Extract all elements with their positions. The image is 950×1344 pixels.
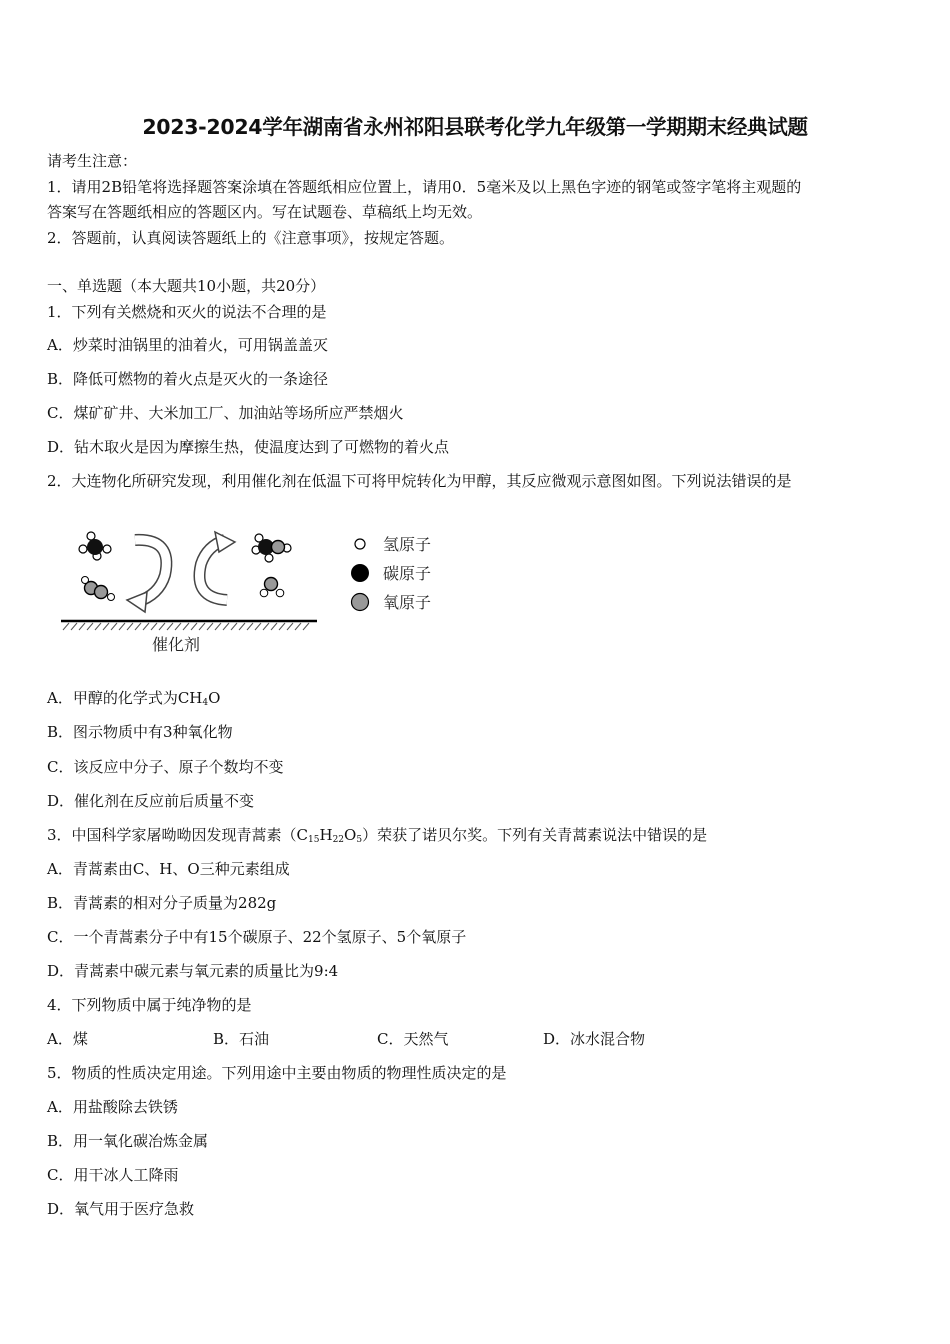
q2-option-a-prefix: A．甲醇的化学式为CH (47, 689, 203, 707)
q2-stem: 2．大连物化所研究发现，利用催化剂在低温下可将甲烷转化为甲醇，其反应微观示意图如图。下列说法错误的是 (47, 472, 792, 490)
notice-item-1-line-2: 答案写在答题纸相应的答题区内。写在试题卷、草稿纸上均无效。 (47, 203, 483, 221)
q4-option-d: D．冰水混合物 (543, 1030, 646, 1048)
q2-option-a-suffix: O (208, 689, 221, 707)
oxygen-atom-icon (352, 594, 369, 611)
q3-option-b: B．青蒿素的相对分子质量为282g (47, 894, 277, 912)
q4-option-a: A．煤 (47, 1030, 88, 1048)
q3-option-c: C．一个青蒿素分子中有15个碳原子、22个氢原子、5个氧原子 (47, 928, 467, 946)
section-heading: 一、单选题（本大题共10小题，共20分） (47, 277, 326, 295)
q3-option-a: A．青蒿素由C、H、O三种元素组成 (47, 860, 290, 878)
q5-option-c: C．用干冰人工降雨 (47, 1166, 179, 1184)
legend-hydrogen: 氢原子 (383, 535, 432, 554)
legend-oxygen: 氧原子 (383, 593, 432, 612)
q3-stem (47, 825, 707, 850)
curved-arrow-icon (199, 532, 235, 600)
hydrogen-atom-icon (355, 539, 365, 549)
q1-stem: 1．下列有关燃烧和灭火的说法不合理的是 (47, 303, 327, 321)
notice-item-1-line-1: 1．请用2B铅笔将选择题答案涂填在答题纸相应位置上，请用0．5毫米及以上黑色字迹的钢笔或签字笔将主观题的 (47, 178, 802, 196)
q1-option-b: B．降低可燃物的着火点是灭火的一条途径 (47, 370, 329, 388)
q4-stem: 4．下列物质中属于纯净物的是 (47, 996, 252, 1014)
q1-option-a: A．炒菜时油锅里的油着火，可用锅盖盖灭 (47, 336, 328, 354)
q5-option-d: D．氧气用于医疗急救 (47, 1200, 195, 1218)
q5-option-a: A．用盐酸除去铁锈 (47, 1098, 178, 1116)
page-title: 2023-2024学年湖南省永州祁阳县联考化学九年级第一学期期末经典试题 (142, 115, 808, 139)
curved-arrow-icon (127, 540, 166, 612)
methane-molecule (79, 532, 111, 560)
methanol-molecule (252, 534, 291, 562)
q2-option-a (47, 688, 220, 713)
reaction-diagram (55, 520, 475, 665)
legend-carbon: 碳原子 (383, 564, 432, 583)
q5-option-b: B．用一氧化碳冶炼金属 (47, 1132, 209, 1150)
q2-option-d: D．催化剂在反应前后质量不变 (47, 792, 255, 810)
q3-mid-2: O (344, 826, 357, 844)
q3-sub-3: 5 (356, 835, 363, 845)
q4-option-c: C．天然气 (377, 1030, 449, 1048)
q4-option-b: B．石油 (213, 1030, 270, 1048)
q3-option-d: D．青蒿素中碳元素与氧元素的质量比为9:4 (47, 962, 339, 980)
oxygen-molecule (82, 577, 115, 601)
q5-stem: 5．物质的性质决定用途。下列用途中主要由物质的物理性质决定的是 (47, 1064, 507, 1082)
water-molecule (260, 578, 284, 597)
q3-sub-2: 22 (332, 835, 345, 845)
q3-sub-1: 15 (308, 835, 320, 845)
q1-option-c: C．煤矿矿井、大米加工厂、加油站等场所应严禁烟火 (47, 404, 404, 422)
q2-option-b: B．图示物质中有3种氧化物 (47, 723, 233, 741)
q3-mid-1: H (319, 826, 333, 844)
carbon-atom-icon (351, 564, 369, 582)
q3-stem-suffix: ）荣获了诺贝尔奖。下列有关青蒿素说法中错误的是 (362, 826, 708, 844)
notice-item-2: 2．答题前，认真阅读答题纸上的《注意事项》，按规定答题。 (47, 229, 455, 247)
notice-heading: 请考生注意： (47, 152, 138, 170)
q3-stem-prefix: 3．中国科学家屠呦呦因发现青蒿素（C (47, 826, 309, 844)
catalyst-label: 催化剂 (152, 635, 201, 654)
q1-option-d: D．钻木取火是因为摩擦生热，使温度达到了可燃物的着火点 (47, 438, 450, 456)
q2-option-c: C．该反应中分子、原子个数均不变 (47, 758, 284, 776)
q2-option-a-subscript: 4 (202, 698, 209, 708)
